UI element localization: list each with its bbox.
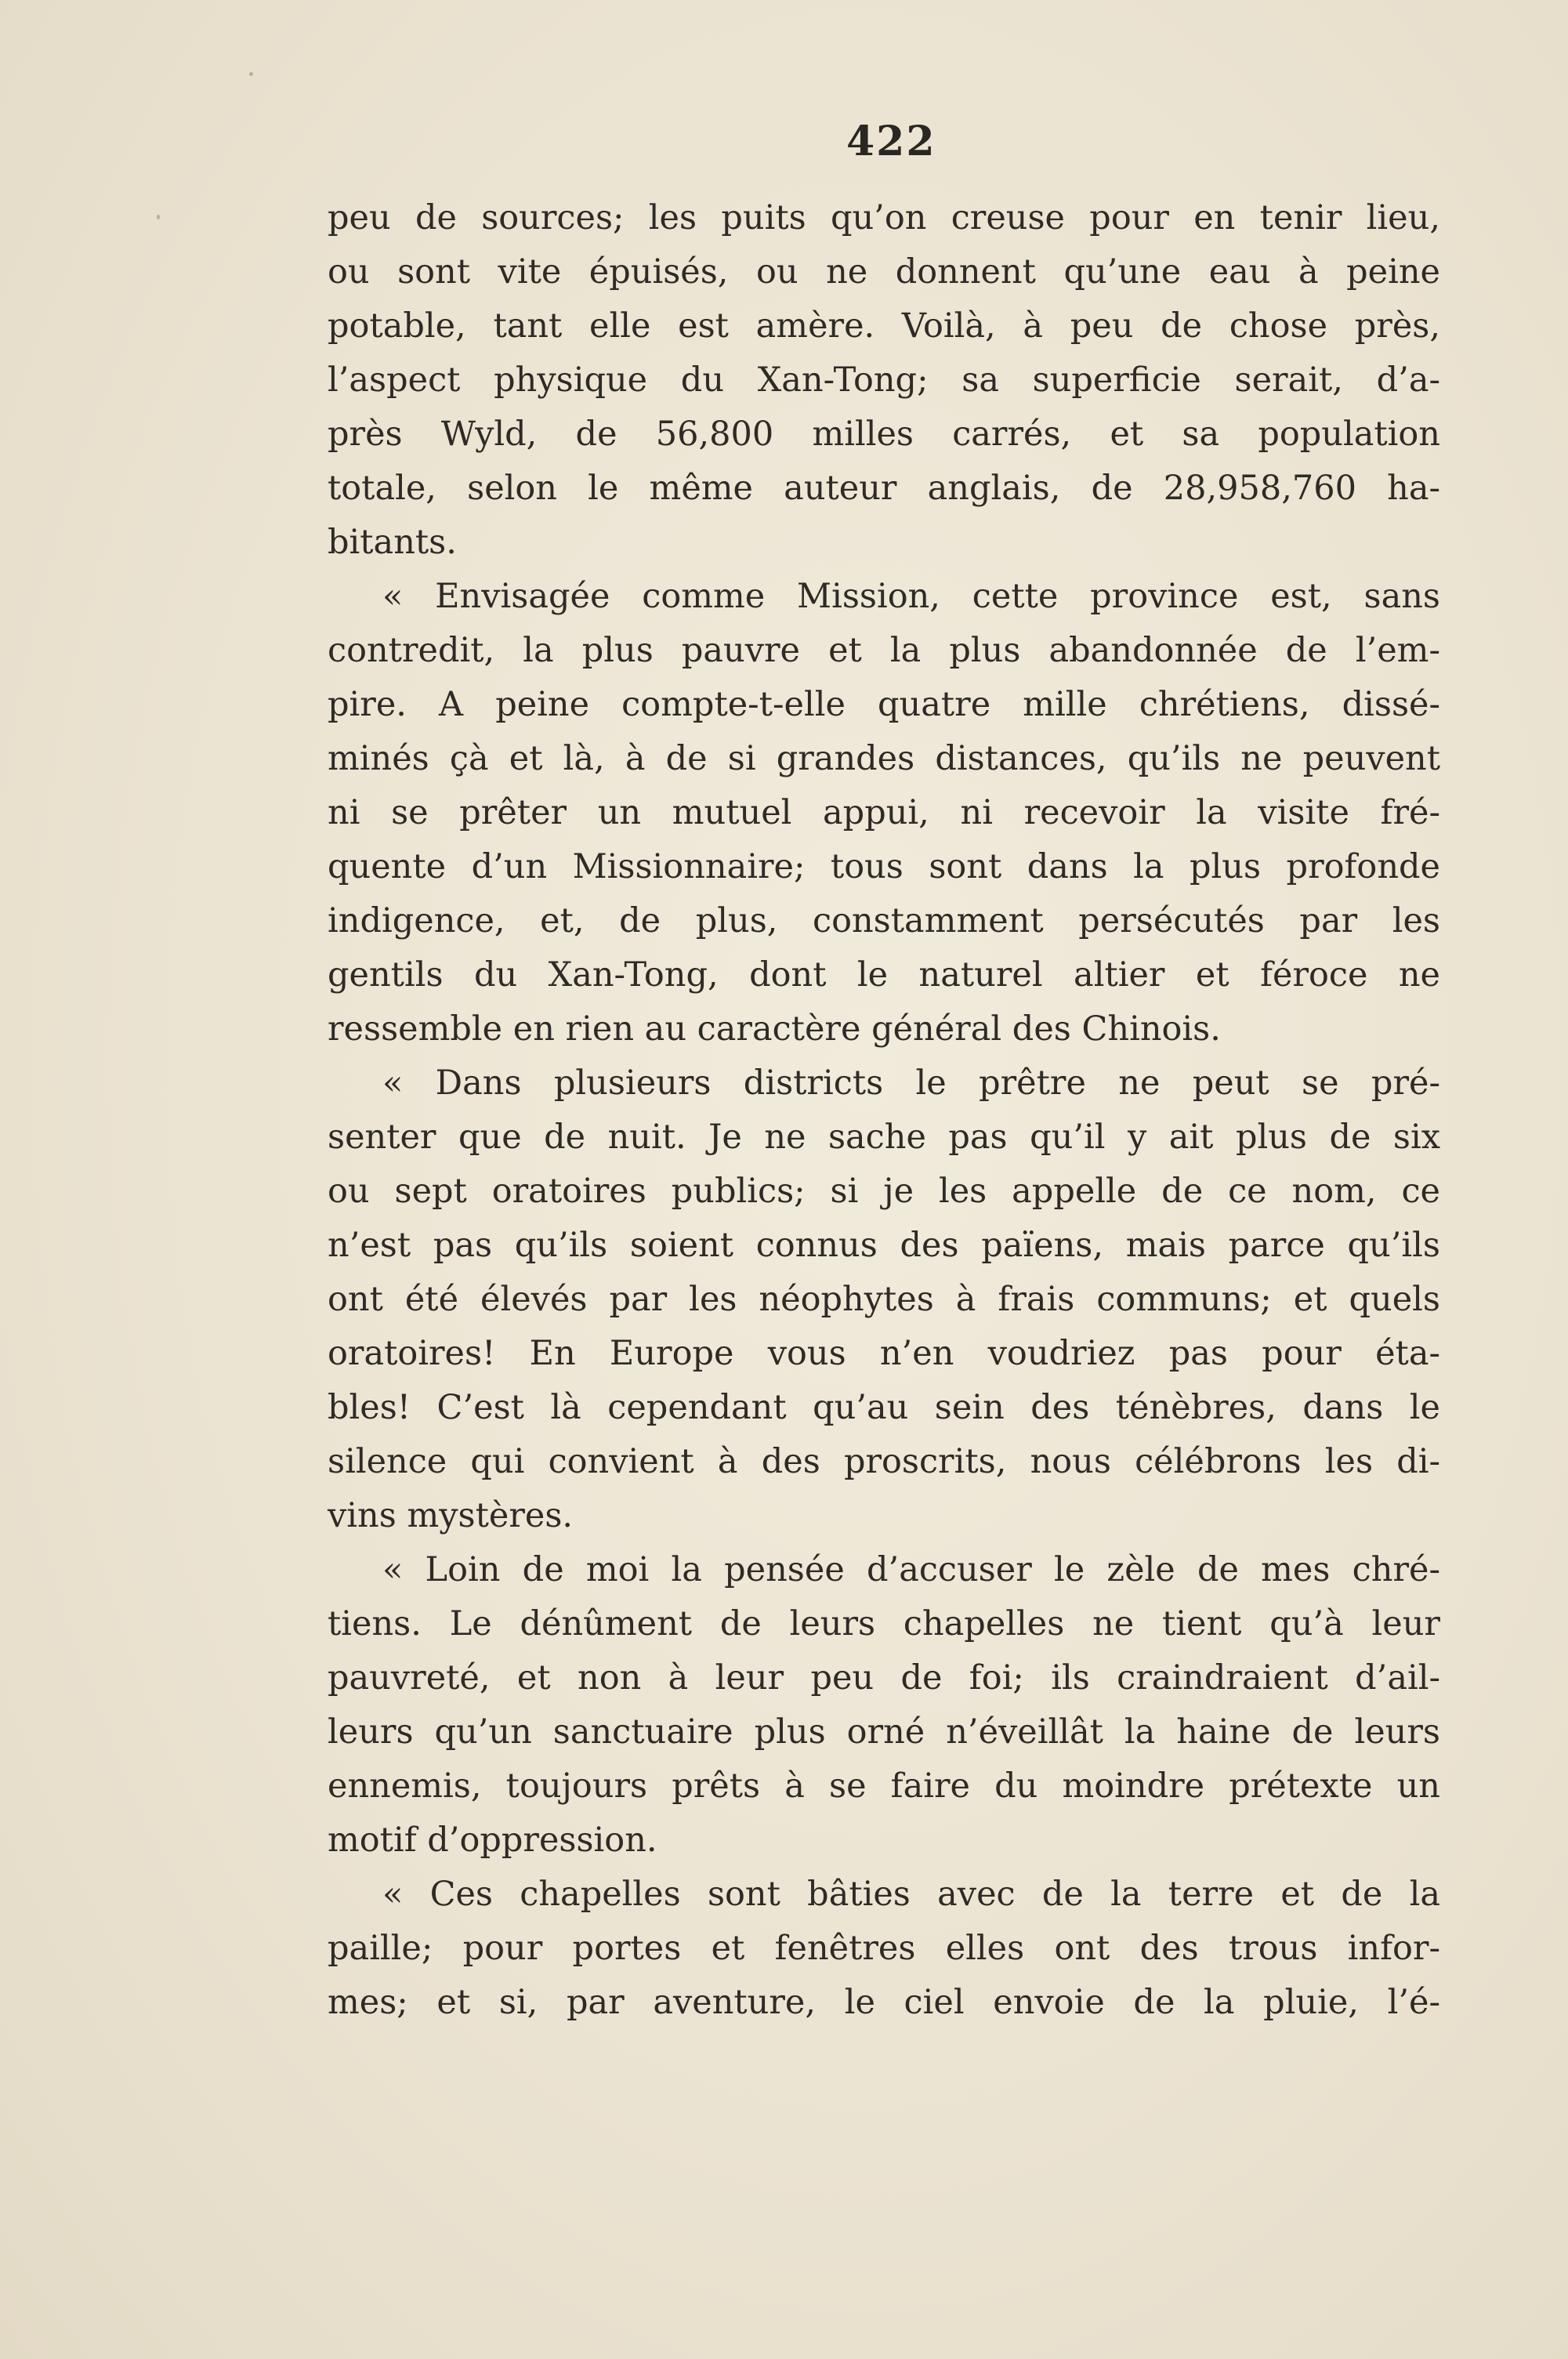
text-line: bles! C’est là cependant qu’au sein des ténèbres, dans le <box>328 1388 1440 1427</box>
text-line: potable, tant elle est amère. Voilà, à peu de chose près, <box>328 306 1440 346</box>
text-line: totale, selon le même auteur anglais, de 28,958,760 ha- <box>328 469 1440 508</box>
text-line: senter que de nuit. Je ne sache pas qu’il y ait plus de six <box>328 1118 1440 1157</box>
paragraph-start-line: « Loin de moi la pensée d’accuser le zèle de mes chré- <box>382 1550 1440 1589</box>
text-line: ni se prêter un mutuel appui, ni recevoir la visite fré- <box>328 793 1440 832</box>
paragraph-start-line: « Ces chapelles sont bâties avec de la terre et de la <box>382 1875 1440 1914</box>
text-line: près Wyld, de 56,800 milles carrés, et sa population <box>328 415 1440 454</box>
text-line: contredit, la plus pauvre et la plus abandonnée de l’em- <box>328 631 1440 670</box>
text-line: n’est pas qu’ils soient connus des païens, mais parce qu’ils <box>328 1226 1440 1265</box>
paper-speck <box>249 72 253 76</box>
text-line: pire. A peine compte-t-elle quatre mille chrétiens, dissé- <box>328 685 1440 724</box>
text-line: paille; pour portes et fenêtres elles ont des trous infor- <box>328 1929 1440 1968</box>
body-text <box>328 191 1440 2030</box>
text-line: oratoires! En Europe vous n’en voudriez pas pour éta- <box>328 1334 1440 1373</box>
text-line: ennemis, toujours prêts à se faire du moindre prétexte un <box>328 1767 1440 1806</box>
text-line: l’aspect physique du Xan-Tong; sa superficie serait, d’a- <box>328 361 1440 400</box>
text-line: mes; et si, par aventure, le ciel envoie de la pluie, l’é- <box>328 1983 1440 2022</box>
text-line: motif d’oppression. <box>328 1821 657 1860</box>
text-line: tiens. Le dénûment de leurs chapelles ne tient qu’à leur <box>328 1604 1440 1643</box>
text-line: ressemble en rien au caractère général des Chinois. <box>328 1009 1221 1049</box>
text-line: leurs qu’un sanctuaire plus orné n’éveillât la haine de leurs <box>328 1712 1440 1752</box>
text-line: pauvreté, et non à leur peu de foi; ils craindraient d’ail- <box>328 1658 1440 1698</box>
paragraph-start-line: « Envisagée comme Mission, cette province est, sans <box>382 577 1440 616</box>
text-line: quente d’un Missionnaire; tous sont dans la plus profonde <box>328 847 1440 886</box>
text-line: indigence, et, de plus, constamment persécutés par les <box>328 901 1440 940</box>
text-line: minés çà et là, à de si grandes distances, qu’ils ne peuvent <box>328 739 1440 778</box>
text-line: gentils du Xan-Tong, dont le naturel altier et féroce ne <box>328 955 1440 995</box>
text-line: peu de sources; les puits qu’on creuse pour en tenir lieu, <box>328 198 1440 237</box>
text-line: ou sept oratoires publics; si je les appelle de ce nom, ce <box>328 1172 1440 1211</box>
text-line: ont été élevés par les néophytes à frais communs; et quels <box>328 1280 1440 1319</box>
text-line: bitants. <box>328 523 457 562</box>
text-line: silence qui convient à des proscrits, nous célébrons les di- <box>328 1442 1440 1481</box>
text-line: ou sont vite épuisés, ou ne donnent qu’une eau à peine <box>328 252 1440 292</box>
page-number: 422 <box>846 118 936 165</box>
paper-speck <box>157 215 160 219</box>
text-line: vins mystères. <box>328 1496 574 1535</box>
paragraph-start-line: « Dans plusieurs districts le prêtre ne peut se pré- <box>382 1064 1440 1103</box>
